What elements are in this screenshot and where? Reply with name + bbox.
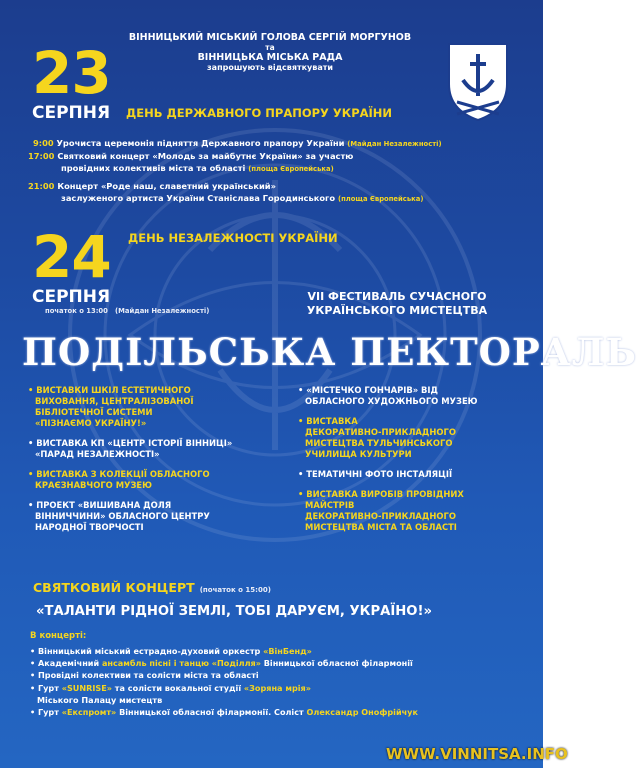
performer-item [30,669,530,681]
event-time: 17:00 [28,151,55,161]
event-row [28,137,528,150]
list-item [298,385,528,407]
list-item-line: «ПАРАД НЕЗАЛЕЖНОСТІ» [35,449,160,459]
concert-title: СВЯТКОВИЙ КОНЦЕРТ [33,580,195,595]
list-item-line: ВИХОВАННЯ, ЦЕНТРАЛІЗОВАНОЇ [35,396,194,406]
list-item [28,500,278,533]
performer-item [30,645,530,657]
list-item-line: • ВИСТАВКИ ШКІЛ ЕСТЕТИЧНОГО [28,385,278,396]
day1-events [28,137,528,205]
list-item-line: ДЕКОРАТИВНО-ПРИКЛАДНОГО [305,427,456,437]
performer-item [30,682,530,694]
list-item-line: КРАЄЗНАВЧОГО МУЗЕЮ [35,480,152,490]
festival-line-1: VII ФЕСТИВАЛЬ СУЧАСНОГО [307,290,487,303]
exhibitions-left-list [28,385,278,542]
event-place: (площа Європейська) [248,165,334,173]
performer-text: Гурт [38,707,62,718]
event-row [28,180,528,205]
list-item-line: • ВИСТАВКА З КОЛЕКЦІЇ ОБЛАСНОГО [28,469,278,480]
organizer-council: ВІННИЦЬКА МІСЬКА РАДА [197,52,343,63]
event-text: Святковий концерт «Молодь за майбутнє України» за участю [57,151,354,161]
festival-line-2: УКРАЇНСЬКОГО МИСТЕЦТВА [306,304,488,317]
performer-highlight: «Експромт» [61,707,117,718]
event-time: 9:00 [33,138,54,148]
list-item-line: «ПІЗНАЄМО УКРАЇНУ!» [35,418,147,428]
list-item-line: • ПРОЕКТ «ВИШИВАНА ДОЛЯ [28,500,278,511]
event-text-2: провідних колективів міста та області [61,163,246,173]
performer-item-cont: Міського Палацу мистецтв [37,694,163,705]
site-watermark: WWW.VINNITSA.INFO [386,745,568,763]
performer-highlight: Олександр Онофрійчук [306,707,418,718]
concert-performers [30,645,530,718]
performer-text: Вінницької обласної філармонії. Соліст [116,707,307,718]
header-conjunction: та [265,43,275,52]
list-item-line: • ВИСТАВКА [298,416,528,427]
list-item-line: НАРОДНОЇ ТВОРЧОСТІ [35,522,144,532]
list-item-line: ОБЛАСНОГО ХУДОЖНЬОГО МУЗЕЮ [305,396,478,406]
in-concert-label: В концерті: [30,631,87,641]
event-row [28,150,528,175]
performer-text: Вінницької обласної філармонії [260,658,413,669]
list-item-line: • ВИСТАВКА КП «ЦЕНТР ІСТОРІЇ ВІННИЦІ» [28,438,278,449]
performer-text: Академічний [38,658,102,669]
performer-text: Вінницький міський естрадно-духовий оркестр [38,646,264,656]
performer-highlight: «SUNRISE» [61,682,112,693]
performer-text: та солісти вокальної студії [111,682,244,693]
event-text: Урочиста церемонія підняття Державного прапору України [56,138,345,148]
start-time: початок о 13:00 [45,307,108,315]
vinnytsia-coat-of-arms-icon [443,40,513,124]
list-item [298,416,528,460]
festival-heading [286,290,508,318]
list-item-line: • ТЕМАТИЧНІ ФОТО ІНСТАЛЯЦІЇ [298,469,528,480]
list-item [28,438,278,460]
event-text: Концерт «Роде наш, славетний український» [57,181,276,191]
list-item-line: ВІННИЧЧИНИ» ОБЛАСНОГО ЦЕНТРУ [35,511,210,521]
organizers-header [115,32,425,72]
event-place: (Майдан Незалежності) [347,140,442,148]
day2-start [45,307,209,315]
list-item-line: УЧИЛИЩА КУЛЬТУРИ [305,449,412,459]
performer-highlight: «ВінБенд» [263,646,312,656]
list-item [298,469,528,480]
event-place: (площа Європейська) [337,195,424,203]
list-item [28,469,278,491]
list-item-line: МИСТЕЦТВА МІСТА ТА ОБЛАСТІ [305,522,457,532]
invite-text: запрошують відсвяткувати [207,63,333,72]
list-item [28,385,278,429]
day1-number: 23 [32,39,111,107]
performer-highlight: «Зоряна мрія» [243,682,311,693]
list-item-line: ДЕКОРАТИВНО-ПРИКЛАДНОГО [305,511,456,521]
performer-text: Гурт [38,682,62,693]
performer-highlight: ансамбль пісні і танцю «Поділля» [101,658,261,669]
organizer-mayor: ВІННИЦЬКИЙ МІСЬКИЙ ГОЛОВА СЕРГІЙ МОРГУНОВ [128,32,412,43]
day2-number: 24 [32,223,111,291]
event-time: 21:00 [28,181,55,191]
day1-title: ДЕНЬ ДЕРЖАВНОГО ПРАПОРУ УКРАЇНИ [126,106,393,120]
list-item-line: • ВИСТАВКА ВИРОБІВ ПРОВІДНИХ [298,489,528,500]
day2-title: ДЕНЬ НЕЗАЛЕЖНОСТІ УКРАЇНИ [128,231,338,245]
list-item-line: МАЙСТРІВ [305,500,355,510]
concert-heading [33,577,271,596]
list-item [298,489,528,533]
performer-item [30,657,530,669]
concert-time: (початок о 15:00) [199,586,271,594]
performer-item [30,706,530,718]
list-item-line: БІБЛІОТЕЧНОЇ СИСТЕМИ [35,407,153,417]
start-place: (Майдан Незалежності) [115,307,210,315]
exhibitions-right-list [298,385,528,542]
day1-month: СЕРПНЯ [32,103,111,123]
event-text-2: заслуженого артиста України Станіслава Городинського [61,193,336,203]
festival-name: ПОДІЛЬСЬКА ПЕКТОРАЛЬ [22,330,637,374]
concert-name: «ТАЛАНТИ РІДНОЇ ЗЕМЛІ, ТОБІ ДАРУЄМ, УКРАЇНО!» [36,604,433,619]
day2-month: СЕРПНЯ [32,287,111,307]
list-item-line: • «МІСТЕЧКО ГОНЧАРІВ» ВІД [298,385,528,396]
list-item-line: МИСТЕЦТВА ТУЛЬЧИНСЬКОГО [305,438,453,448]
performer-text: Провідні колективи та солісти міста та області [38,670,259,681]
